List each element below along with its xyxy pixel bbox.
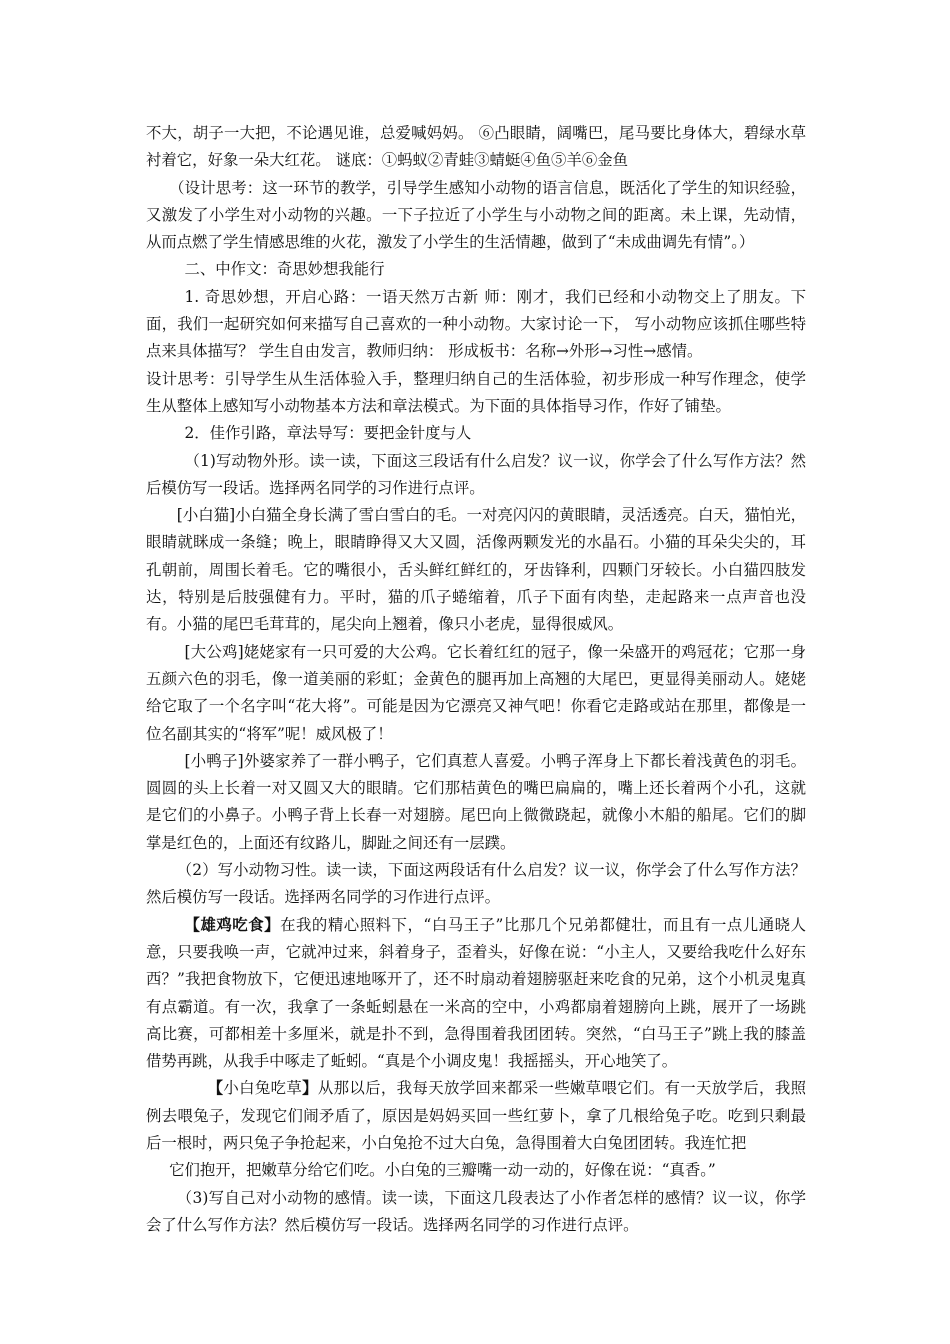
design-thinking-paragraph-2: 设计思考：引导学生从生活体验入手，整理归纳自己的生活体验，初步形成一种写作理念，使学生从整体上感知写小动物基本方法和章法模式。为下面的具体指导习作，作好了铺垫。	[146, 369, 806, 415]
rooster-eating-text: 在我的精心照料下，“白马王子”比那几个兄弟都健壮，而且有一点儿通晓人意，只要我唤一声，它就冲过来，斜着身子，歪着头，好像在说：“小主人，又要给我吃什么好东西？”我把食物放下，它便迅速地啄开了，还不时扇动着翅膀驱赶来吃食的兄弟，这个小机灵鬼真有点霸道。有一次，我拿了一条蚯蚓悬在一米高的空中，小鸡都扇着翅膀向上跳，展开了一场跳高比赛，可都相差十多厘米，就是扑不到，急得围着我团团转。突然，“白马王子”跳上我的膝盖借势再跳，从我手中啄走了蚯蚓。“真是个小调皮鬼！我摇摇头，开心地笑了。	[146, 915, 806, 1071]
rooster-eating-paragraph: 【雄鸡吃食】在我的精心照料下，“白马王子”比那几个兄弟都健壮，而且有一点儿通晓人意，只要我唤一声，它就冲过来，斜着身子，歪着头，好像在说：“小主人，又要给我吃什么好东西？”我把食物放下，它便迅速地啄开了，还不时扇动着翅膀驱赶来吃食的兄弟，这个小机灵鬼真有点霸道。有一次，我拿了一条蚯蚓悬在一米高的空中，小鸡都扇着翅膀向上跳，展开了一场跳高比赛，可都相差十多厘米，就是扑不到，急得围着我团团转。突然，“白马王子”跳上我的膝盖借势再跳，从我手中啄走了蚯蚓。“真是个小调皮鬼！我摇摇头，开心地笑了。	[146, 915, 806, 1071]
appearance-instruction-paragraph: （1)写动物外形。读一读，下面这三段话有什么启发？议一议，你学会了什么写作方法？然后模仿写一段话。选择两名同学的习作进行点评。	[146, 451, 806, 497]
rooster-eating-title: 雄鸡吃食	[200, 915, 265, 934]
rabbit-eating-paragraph: 【小白兔吃草】从那以后，我每天放学回来都采一些嫩草喂它们。有一天放学后，我照例去喂兔子，发现它们闹矛盾了，原因是妈妈买回一些红萝卜，拿了几根给兔子吃。吃到只剩最后一根时，两只兔子争抢起来，小白兔抢不过大白兔，急得围着大白兔团团转。我连忙把	[146, 1079, 806, 1152]
feeling-instruction-paragraph: （3)写自己对小动物的感情。读一读，下面这几段表达了小作者怎样的感情？议一议，你学会了什么写作方法？然后模仿写一段话。选择两名同学的习作进行点评。	[146, 1188, 806, 1234]
section-heading: 二、中作文：奇思妙想我能行	[184, 260, 385, 279]
white-cat-paragraph: [小白猫]小白猫全身长满了雪白雪白的毛。一对亮闪闪的黄眼睛，灵活透亮。白天，猫怕光，眼睛就眯成一条缝；晚上，眼睛睁得又大又圆，活像两颗发光的水晶石。小猫的耳朵尖尖的，耳孔朝前，周围长着毛。它的嘴很小，舌头鲜红鲜红的，牙齿锋利，四颗门牙较长。小白猫四肢发达，特别是后肢强健有力。平时，猫的爪子蜷缩着，爪子下面有肉垫，走起路来一点声音也没有。小猫的尾巴毛茸茸的，尾尖向上翘着，像只小老虎，显得很威风。	[146, 506, 806, 634]
riddle-answers-paragraph: 不大，胡子一大把，不论遇见谁，总爱喊妈妈。 ⑥凸眼睛，阔嘴巴，尾马要比身体大，碧绿水草衬着它，好象一朵大红花。 谜底：①蚂蚁②青蛙③蜻蜓④鱼⑤羊⑥金鱼	[146, 124, 806, 170]
step-one-paragraph: 1. 奇思妙想，开启心路：一语天然万古新 师：刚才，我们已经和小动物交上了朋友。下面，我们一起研究如何来描写自己喜欢的一种小动物。大家讨论一下， 写小动物应该抓住哪些特点来具体描写？ 学生自由发言，教师归纳： 形成板书：名称→外形→习性→感情。	[146, 287, 806, 361]
design-thinking-paragraph: （设计思考：这一环节的教学，引导学生感知小动物的语言信息，既活化了学生的知识经验，又激发了小学生对小动物的兴趣。一下子拉近了小学生与小动物之间的距离。未上课，先动情，从而点燃了学生情感思维的火花，激发了小学生的生活情趣，做到了“未成曲调先有情”。）	[146, 178, 806, 252]
step-two-heading: 2．佳作引路，章法导写：要把金针度与人	[184, 424, 472, 443]
rabbit-eating-title: 小白兔吃草	[223, 1079, 303, 1098]
habit-instruction-paragraph: （2）写小动物习性。读一读，下面这两段话有什么启发？议一议，你学会了什么写作方法？然后模仿写一段话。选择两名同学的习作进行点评。	[146, 861, 806, 907]
rabbit-eating-continuation: 它们抱开，把嫩草分给它们吃。小白兔的三瓣嘴一动一动的，好像在说：“真香。”	[169, 1161, 716, 1180]
rooster-paragraph: [大公鸡]姥姥家有一只可爱的大公鸡。它长着红红的冠子，像一朵盛开的鸡冠花；它那一身五颜六色的羽毛，像一道美丽的彩虹；金黄色的腿再加上高翘的大尾巴，更显得美丽动人。姥姥给它取了一个名字叫“花大将”。可能是因为它漂亮又神气吧！你看它走路或站在那里，都像是一位名副其实的“将军”呢！威风极了！	[146, 642, 806, 743]
rabbit-eating-text: 从那以后，我每天放学回来都采一些嫩草喂它们。有一天放学后，我照例去喂兔子，发现它们闹矛盾了，原因是妈妈买回一些红萝卜，拿了几根给兔子吃。吃到只剩最后一根时，两只兔子争抢起来，小白兔抢不过大白兔，急得围着大白兔团团转。我连忙把	[146, 1079, 806, 1152]
document-body	[146, 120, 806, 1239]
duckling-paragraph: [小鸭子]外婆家养了一群小鸭子，它们真惹人喜爱。小鸭子浑身上下都长着浅黄色的羽毛。圆圆的头上长着一对又圆又大的眼睛。它们那桔黄色的嘴巴扁扁的，嘴上还长着两个小孔，这就是它们的小鼻子。小鸭子背上长春一对翅膀。尾巴向上微微跷起，就像小木船的船尾。它们的脚掌是红色的，上面还有纹路儿，脚趾之间还有一层蹼。	[146, 751, 806, 852]
